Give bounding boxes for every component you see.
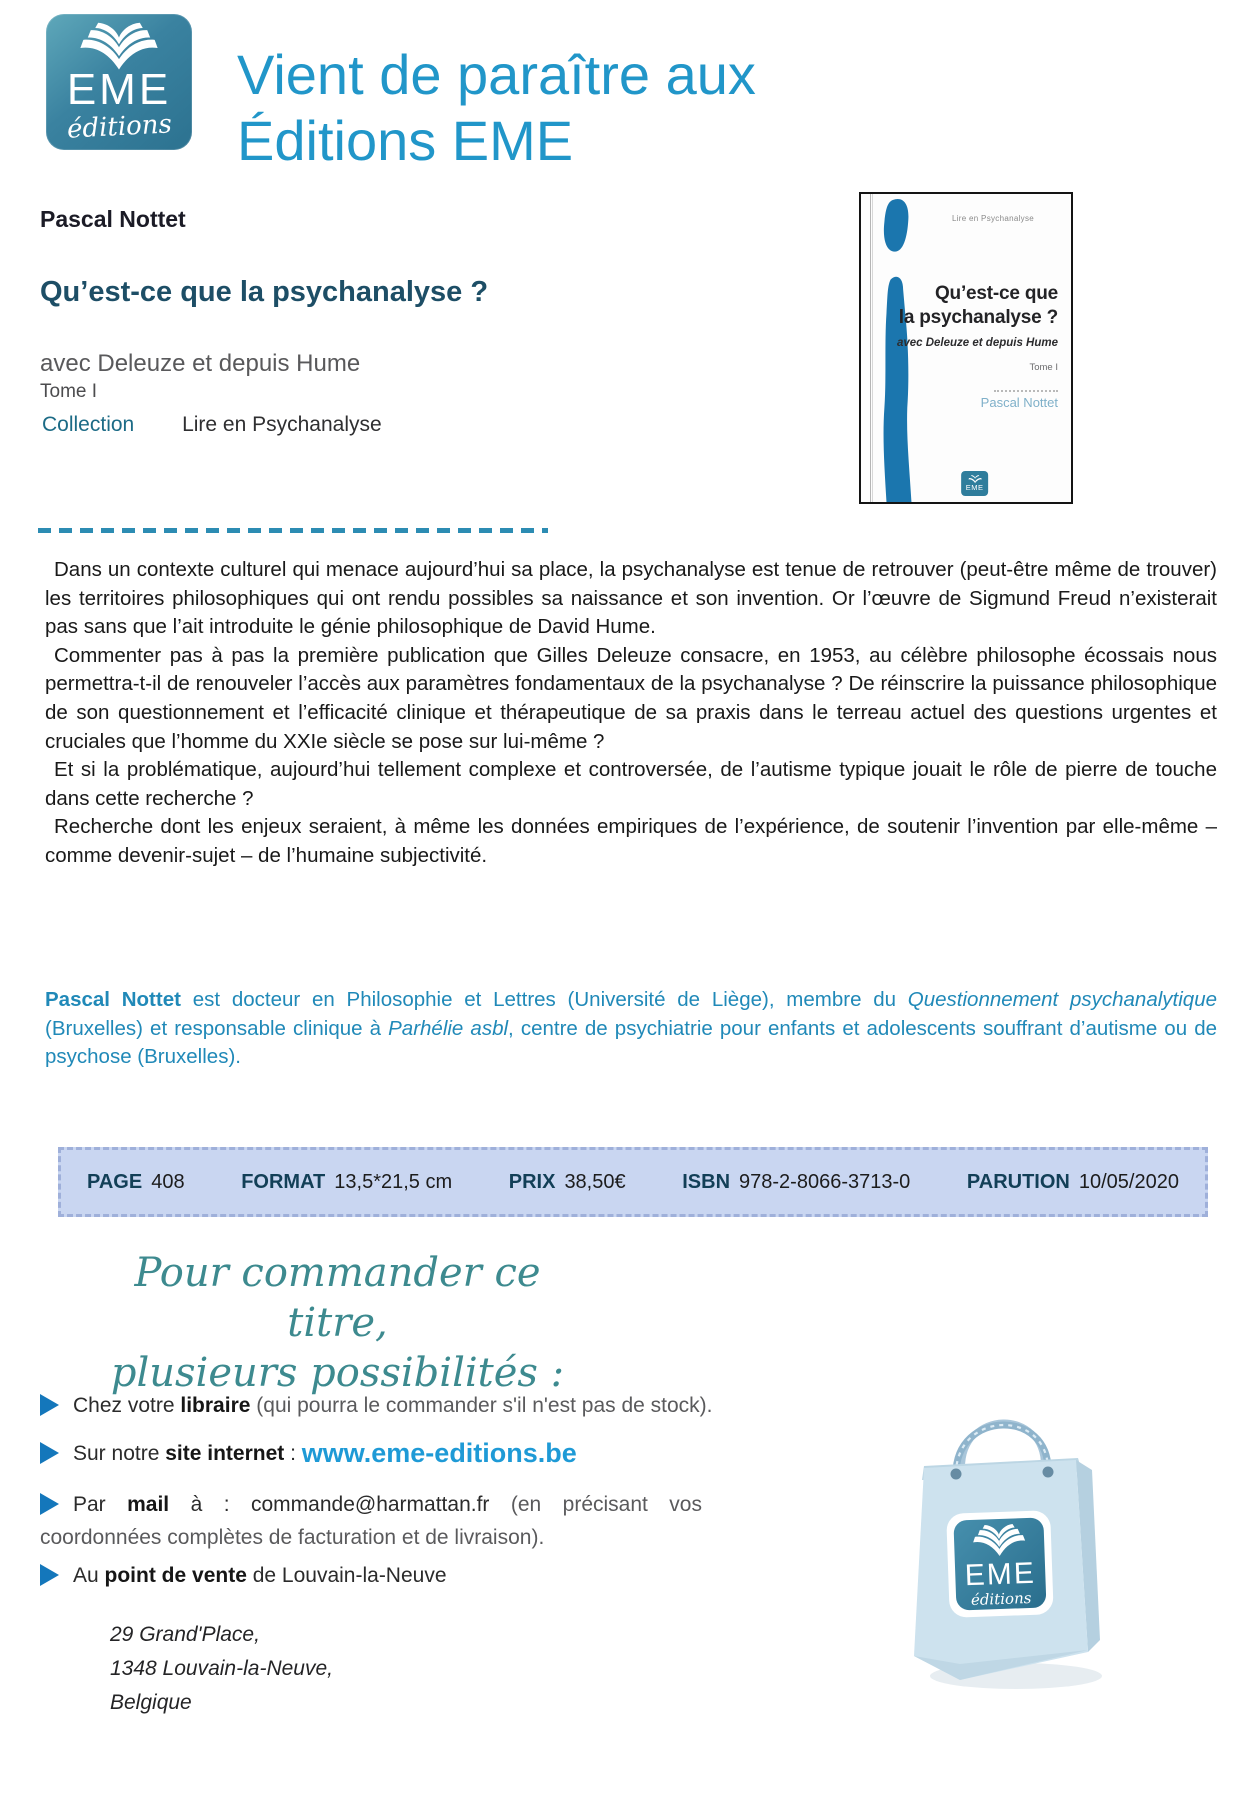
spec-release-date bbox=[967, 1171, 1179, 1194]
triangle-right-icon bbox=[40, 1564, 59, 1586]
bullet-muted-text: (en précisant vos coordonnées complètes de facturation et de livraison). bbox=[40, 1493, 702, 1549]
spec-label: PARUTION bbox=[966, 1170, 1070, 1193]
book-title: Qu’est-ce que la psychanalyse ? bbox=[40, 276, 489, 308]
collection-name: Lire en Psychanalyse bbox=[182, 413, 382, 436]
cover-publisher-logo bbox=[961, 471, 988, 496]
triangle-right-icon bbox=[40, 1394, 59, 1416]
spec-value: 13,5*21,5 cm bbox=[334, 1170, 453, 1193]
description-paragraph: Commenter pas à pas la première publication que Gilles Deleuze consacre, en 1953, au célèbre philosophe écossais nous permettra-t-il de renouveler l’accès aux paramètres fondamentaux de la psychanalyse ? De réinscrire la puissance philosophique de son questionnement et l’efficacité clinique et thérapeutique de sa praxis dans le terreau actuel des questions urgentes et cruciales que l’homme du XXIe siècle se pose sur lui-même ? bbox=[45, 643, 1217, 753]
description-paragraph: Dans un contexte culturel qui menace aujourd’hui sa place, la psychanalyse est tenue de retrouver (peut-être même de trouver) les territoires philosophiques qui ont rendu possibles sa naissance et son invention. Or l’œuvre de Sigmund Freud n’existerait pas sans que l’ait introduite le génie philosophique de David Hume. bbox=[45, 558, 1217, 639]
order-option-store bbox=[40, 1564, 447, 1588]
book-cover-image bbox=[859, 192, 1073, 504]
website-link[interactable]: www.eme-editions.be bbox=[301, 1438, 577, 1468]
cover-title-line2: la psychanalyse ? bbox=[898, 306, 1058, 328]
cover-subtitle: avec Deleuze et depuis Hume bbox=[896, 337, 1058, 349]
book-subtitle: avec Deleuze et depuis Hume bbox=[40, 350, 361, 377]
book-description bbox=[45, 556, 1217, 871]
cover-publisher-name: EME bbox=[965, 483, 984, 493]
bullet-muted-text: (qui pourra le commander s'il n'est pas de stock). bbox=[250, 1394, 713, 1417]
spec-label: FORMAT bbox=[241, 1170, 326, 1193]
eme-publisher-logo bbox=[46, 14, 192, 150]
page-title bbox=[237, 42, 756, 173]
spec-value: 38,50€ bbox=[564, 1170, 626, 1193]
description-paragraph: Et si la problématique, aujourd’hui tellement complexe et controversée, de l’autisme typique jouait le rôle de pierre de touche dans cette recherche ? bbox=[45, 758, 1217, 810]
triangle-right-icon bbox=[40, 1442, 59, 1464]
spec-pages bbox=[87, 1171, 185, 1194]
shopping-bag-icon bbox=[898, 1368, 1106, 1698]
cover-tome: Tome I bbox=[1029, 362, 1058, 373]
page-title-line1: Vient de paraître aux bbox=[237, 43, 756, 106]
address-line: Belgique bbox=[110, 1691, 192, 1714]
bullet-text: de Louvain-la-Neuve bbox=[246, 1564, 447, 1587]
book-tome: Tome I bbox=[40, 381, 98, 402]
spec-label: ISBN bbox=[682, 1170, 731, 1193]
cover-title-line1: Qu’est-ce que bbox=[934, 283, 1058, 304]
spec-label: PAGE bbox=[87, 1170, 143, 1193]
spec-label: PRIX bbox=[508, 1170, 556, 1193]
bio-text: (Bruxelles) et responsable clinique à bbox=[45, 1016, 389, 1040]
email-link[interactable]: commande@harmattan.fr bbox=[251, 1493, 490, 1516]
spec-price bbox=[509, 1171, 626, 1194]
bullet-text: à : bbox=[169, 1493, 251, 1516]
bio-author-name: Pascal Nottet bbox=[45, 988, 181, 1011]
bullet-bold-text: point de vente bbox=[104, 1564, 247, 1587]
logo-subtitle: éditions bbox=[65, 109, 173, 145]
bio-text: , centre de psychiatrie pour enfants et adolescents souffrant d’autisme ou de psychose (Bruxelles). bbox=[45, 1016, 1218, 1069]
page-title-line2: Éditions EME bbox=[237, 108, 574, 172]
cover-dotted-rule bbox=[994, 390, 1058, 392]
order-option-bookstore bbox=[40, 1394, 713, 1418]
logo-wordmark: EME bbox=[66, 65, 172, 114]
address-line: 1348 Louvain-la-Neuve, bbox=[110, 1657, 333, 1680]
order-heading-line2: plusieurs possibilités : bbox=[110, 1350, 565, 1396]
bag-logo-subtitle: éditions bbox=[970, 1588, 1032, 1610]
book-specs-bar bbox=[58, 1147, 1208, 1217]
cover-title bbox=[899, 282, 1058, 330]
bullet-text: : bbox=[284, 1442, 302, 1465]
bullet-text: Par bbox=[73, 1493, 128, 1516]
bullet-text: Sur notre bbox=[73, 1442, 166, 1465]
dashed-separator bbox=[38, 528, 548, 533]
collection-row bbox=[42, 413, 382, 437]
bio-text: est docteur en Philosophie et Lettres (Université de Liège), membre du bbox=[180, 988, 908, 1011]
collection-label: Collection bbox=[42, 413, 135, 436]
author-name: Pascal Nottet bbox=[40, 206, 186, 232]
spec-value: 978-2-8066-3713-0 bbox=[739, 1170, 911, 1193]
store-address bbox=[110, 1618, 333, 1720]
bullet-text: Chez votre bbox=[73, 1394, 181, 1417]
bullet-text: Au bbox=[73, 1564, 105, 1587]
spec-isbn bbox=[682, 1171, 910, 1194]
bullet-bold-text: site internet bbox=[165, 1442, 285, 1465]
bullet-bold-text: mail bbox=[127, 1493, 170, 1516]
cover-series-name: Lire en Psychanalyse bbox=[951, 214, 1035, 223]
order-heading bbox=[95, 1248, 580, 1398]
spec-value: 408 bbox=[151, 1170, 185, 1193]
bio-italic-org: Parhélie asbl bbox=[388, 1016, 509, 1040]
triangle-right-icon bbox=[40, 1493, 59, 1515]
bullet-bold-text: libraire bbox=[180, 1394, 251, 1417]
address-line: 29 Grand'Place, bbox=[110, 1623, 260, 1646]
spec-value: 10/05/2020 bbox=[1078, 1170, 1179, 1193]
order-option-website bbox=[40, 1438, 577, 1469]
spec-format bbox=[241, 1171, 452, 1194]
description-paragraph: Recherche dont les enjeux seraient, à même les données empiriques de l’expérience, de soutenir l’invention par elle-même – comme devenir-sujet – de l’humaine subjectivité. bbox=[45, 815, 1217, 867]
bag-logo-wordmark: EME bbox=[964, 1556, 1037, 1593]
cover-author: Pascal Nottet bbox=[980, 395, 1058, 410]
author-bio bbox=[45, 986, 1217, 1072]
bio-italic-org: Questionnement psychanalytique bbox=[907, 988, 1217, 1011]
cover-spine-line bbox=[870, 194, 873, 502]
order-option-mail bbox=[40, 1488, 702, 1554]
order-heading-line1: Pour commander ce titre, bbox=[134, 1250, 541, 1346]
